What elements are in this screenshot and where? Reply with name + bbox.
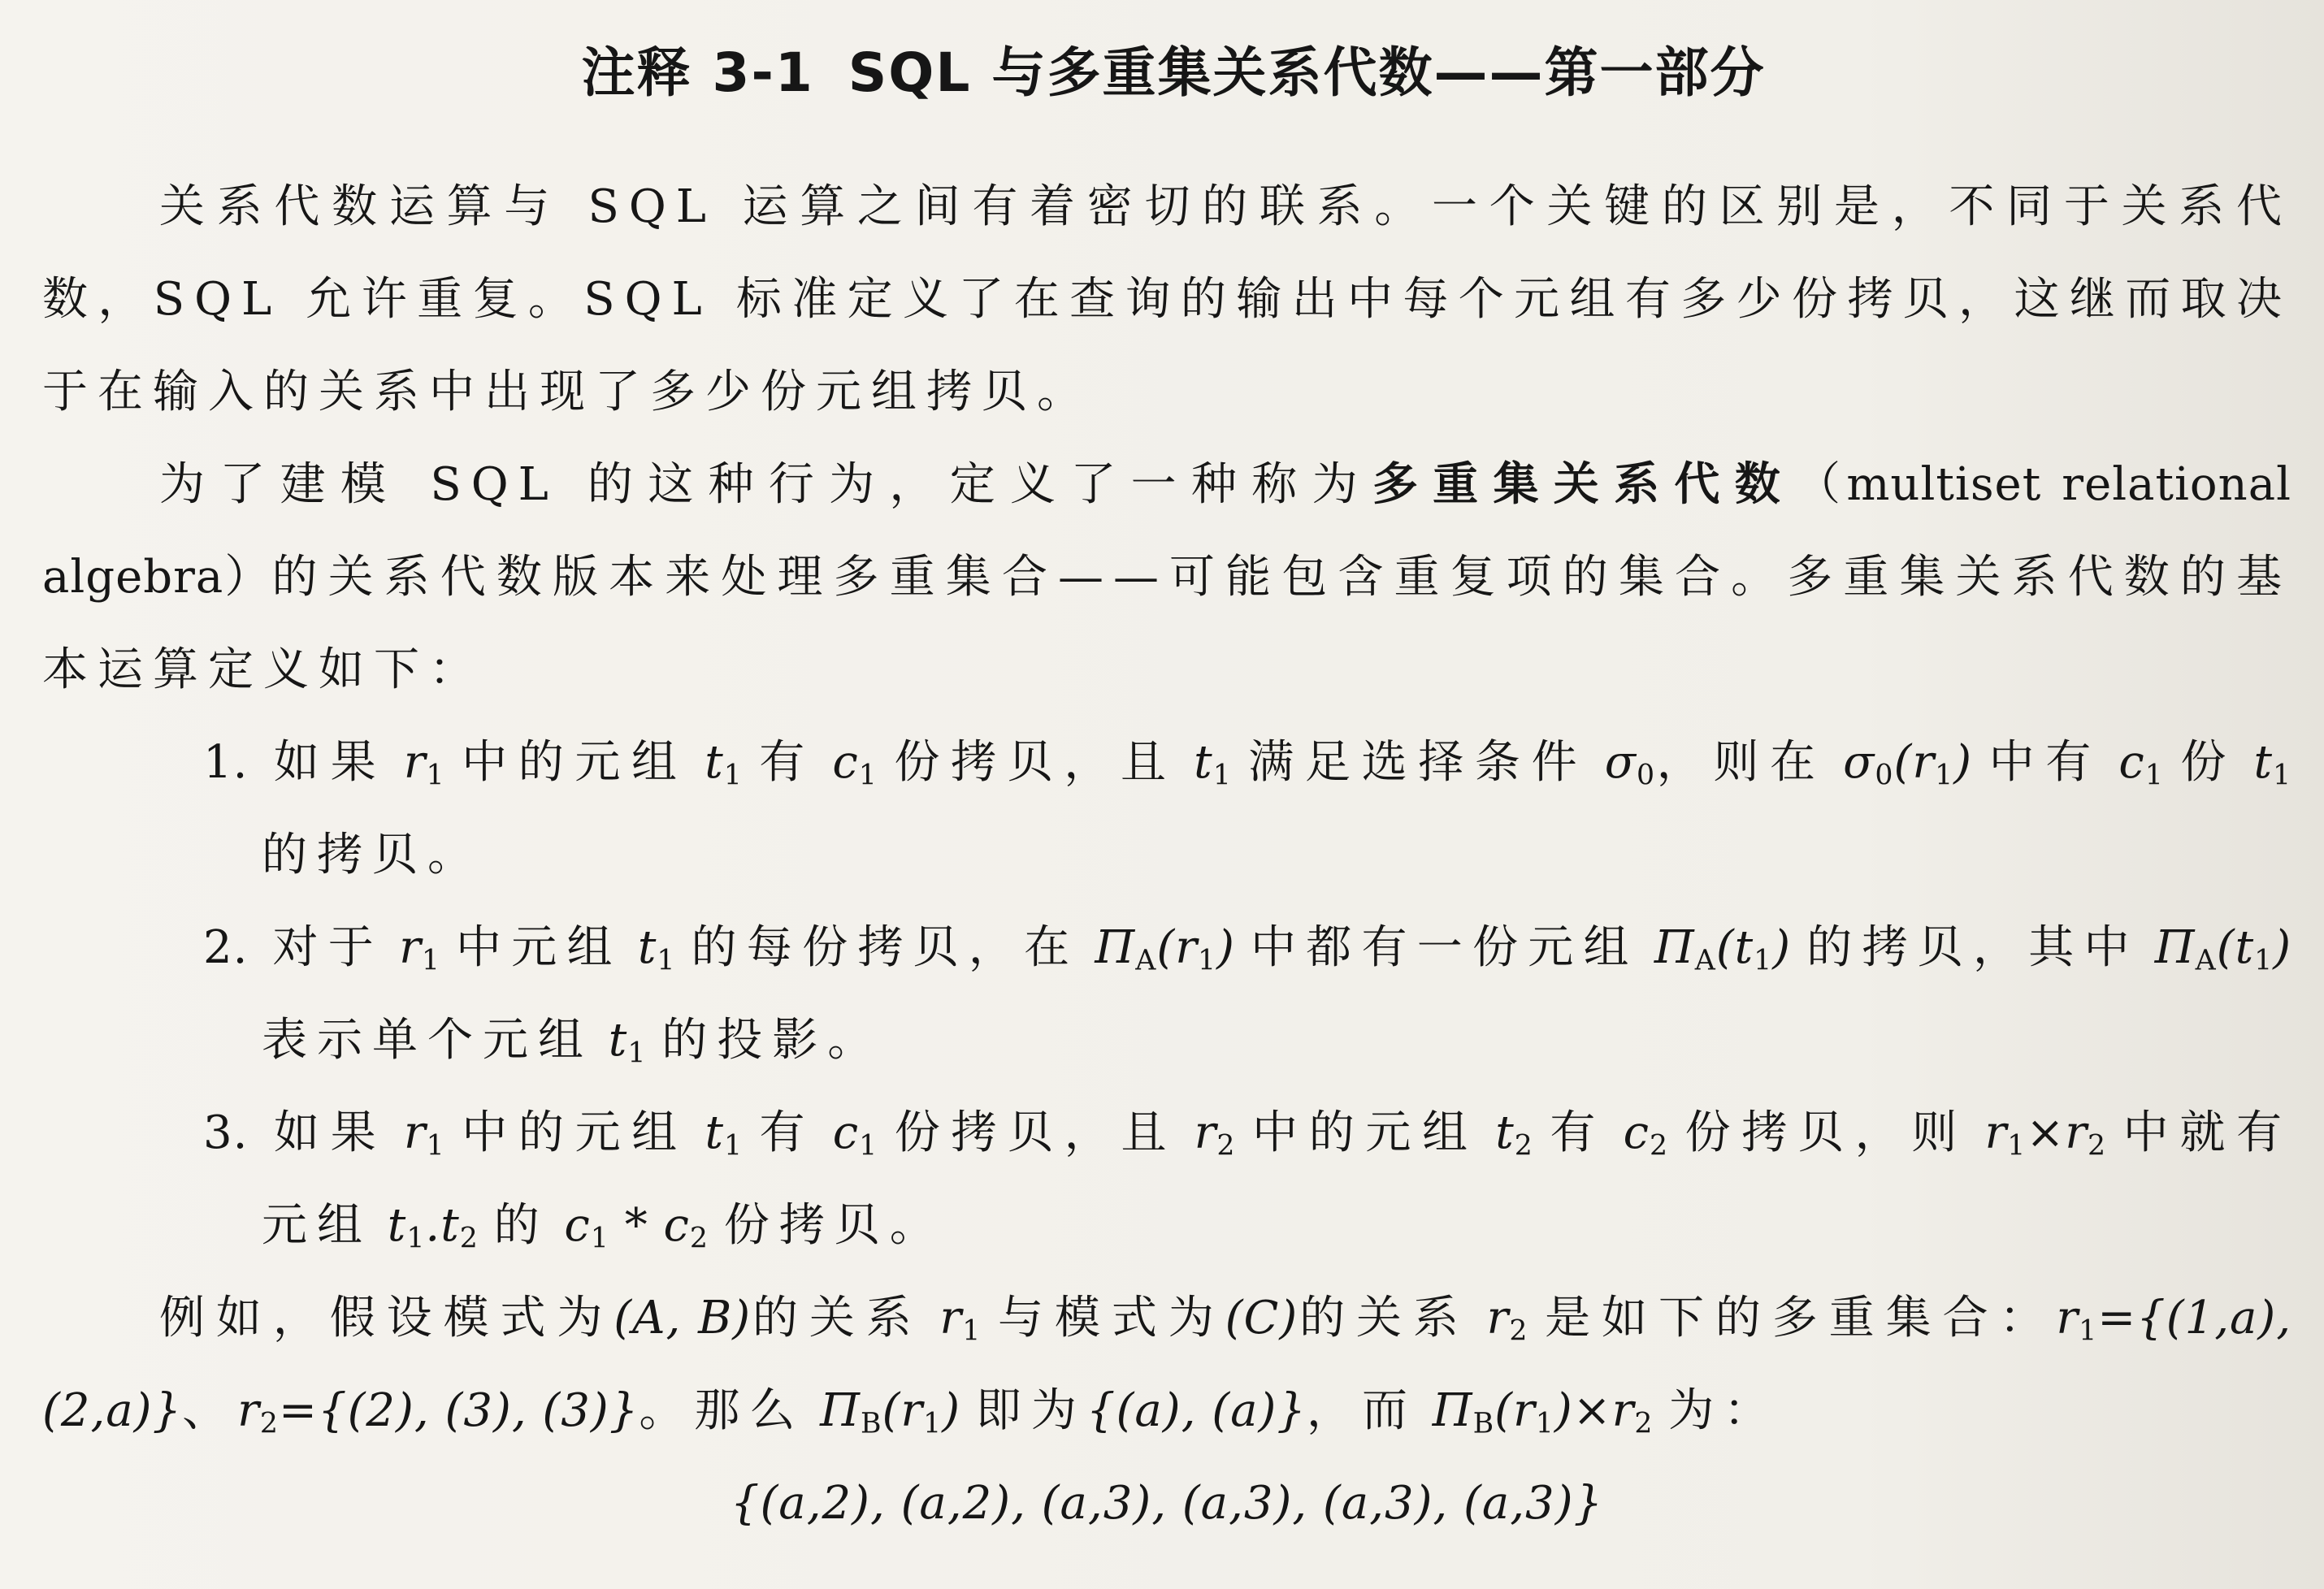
note-number: 注释 3-1 xyxy=(581,41,814,104)
paragraph-example: 例如，假设模式为(A, B)的关系 $r_1$ 与模式为(C)的关系 $r_2$ 是如下的多重集合：$r_1=\{(1,a)$, (2,a)}、$r_2=\{(2)$, (3), (3)}。那么 $\Pi_B(r_1)$ 即为{(a), (a)}，而 $\Pi_B(r_1)\times r_2$ 为： xyxy=(42,1292,2292,1440)
paragraph-multiset-definition: 为了建模 SQL 的这种行为，定义了一种称为多重集关系代数（multiset relational algebra）的关系代数版本来处理多重集合——可能包含重复项的集合。多重集关系代数的基本运算定义如下： xyxy=(42,458,2292,696)
list-item-projection: 2. 对于 $r_1$ 中元组 $t_1$ 的每份拷贝，在 $\Pi_A(r_1)$ 中都有一份元组 $\Pi_A(t_1)$ 的拷贝，其中 $\Pi_A(t_1)$ 表示单个元组 $t_1$ 的投影。 xyxy=(203,921,2292,1070)
list-item-cartesian-product: 3. 如果 $r_1$ 中的元组 $t_1$ 有 $c_1$ 份拷贝，且 $r_2$ 中的元组 $t_2$ 有 $c_2$ 份拷贝，则 $r_1\times r_2$ 中就有元组 $t_1.t_2$ 的 $c_1 * c_2$ 份拷贝。 xyxy=(203,1106,2292,1255)
note-title xyxy=(42,16,2291,130)
list-item-selection: 1. 如果 $r_1$ 中的元组 $t_1$ 有 $c_1$ 份拷贝，且 $t_1$ 满足选择条件 $\sigma_0$，则在 $\sigma_0(r_1)$ 中有 $c_1$ 份 $t_1$ 的拷贝。 xyxy=(203,736,2292,881)
term-multiset-relational-algebra: 多重集关系代数 xyxy=(1372,458,1796,511)
paragraph-sql-duplicates: 关系代数运算与 SQL 运算之间有着密切的联系。一个关键的区别是，不同于关系代数，SQL 允许重复。SQL 标准定义了在查询的输出中每个元组有多少份拷贝，这继而取决于在输入的关系中出现了多少份元组拷贝。 xyxy=(42,180,2291,418)
example-result: {(a,2), (a,2), (a,3), (a,3), (a,3), (a,3)} xyxy=(730,1477,1604,1530)
note-title-text: SQL 与多重集关系代数——第一部分 xyxy=(848,41,1766,104)
